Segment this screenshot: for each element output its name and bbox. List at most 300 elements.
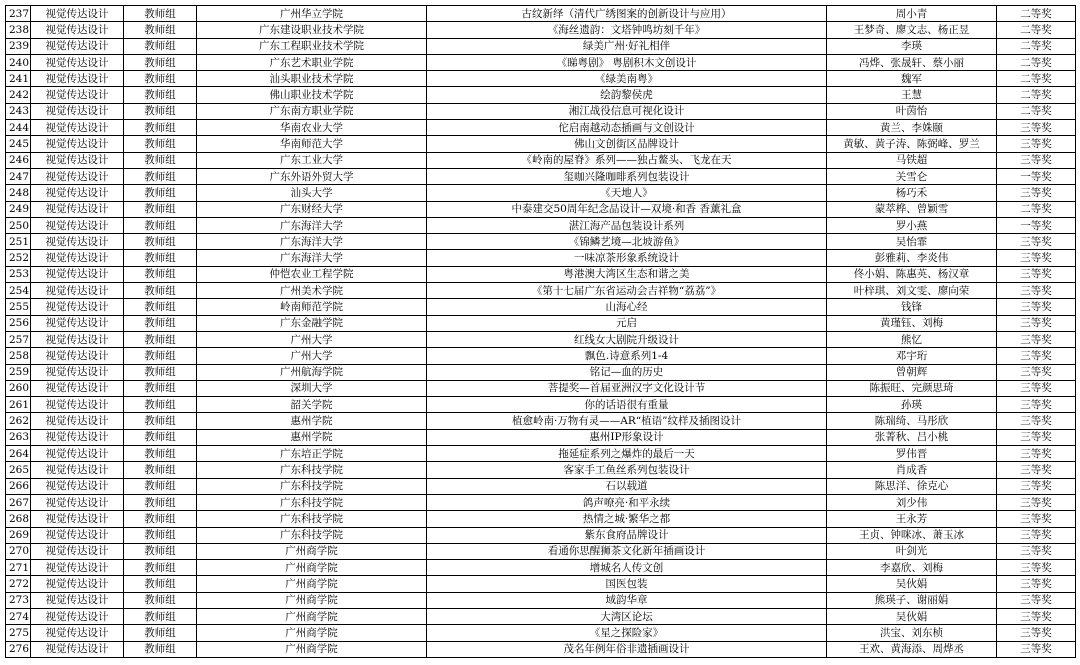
table-row (6, 348, 1076, 364)
row-number: 238 (6, 22, 31, 38)
category-cell: 视觉传达设计 (31, 250, 124, 266)
work-title-cell: 惠州IP形象设计 (427, 429, 827, 445)
category-cell: 视觉传达设计 (31, 87, 124, 103)
award-cell: 二等奖 (997, 38, 1076, 54)
table-row (6, 625, 1076, 641)
author-cell: 熊瑛子、谢丽娟 (827, 592, 997, 608)
row-number: 244 (6, 120, 31, 136)
work-title-cell: 热情之城·繁华之都 (427, 511, 827, 527)
author-cell: 张菁秋、吕小桃 (827, 429, 997, 445)
group-cell: 教师组 (124, 299, 197, 315)
table-row (6, 494, 1076, 510)
group-cell: 教师组 (124, 283, 197, 299)
row-number: 263 (6, 429, 31, 445)
category-cell: 视觉传达设计 (31, 429, 124, 445)
work-title-cell: 佗启南越动态插画与文创设计 (427, 120, 827, 136)
work-title-cell: 你的话语很有重量 (427, 397, 827, 413)
group-cell: 教师组 (124, 331, 197, 347)
category-cell: 视觉传达设计 (31, 641, 124, 657)
school-cell: 广东建设职业技术学院 (197, 22, 427, 38)
row-number: 266 (6, 478, 31, 494)
work-title-cell: 绘韵黎侯虎 (427, 87, 827, 103)
row-number: 259 (6, 364, 31, 380)
category-cell: 视觉传达设计 (31, 527, 124, 543)
row-number: 255 (6, 299, 31, 315)
work-title-cell: 域韵华章 (427, 592, 827, 608)
award-cell: 三等奖 (997, 560, 1076, 576)
work-title-cell: 鸽声嘹亮·和平永续 (427, 494, 827, 510)
author-cell: 周小青 (827, 6, 997, 22)
author-cell: 肖成香 (827, 462, 997, 478)
award-cell: 三等奖 (997, 234, 1076, 250)
table-row (6, 429, 1076, 445)
category-cell: 视觉传达设计 (31, 22, 124, 38)
author-cell: 钱锋 (827, 299, 997, 315)
table-row (6, 315, 1076, 331)
category-cell: 视觉传达设计 (31, 511, 124, 527)
work-title-cell: 飘色.诗意系列1-4 (427, 348, 827, 364)
table-row (6, 87, 1076, 103)
table-row (6, 136, 1076, 152)
award-cell: 三等奖 (997, 608, 1076, 624)
school-cell: 广东科技学院 (197, 494, 427, 510)
award-cell: 三等奖 (997, 527, 1076, 543)
group-cell: 教师组 (124, 217, 197, 233)
table-row (6, 22, 1076, 38)
school-cell: 广州大学 (197, 331, 427, 347)
row-number: 260 (6, 380, 31, 396)
work-title-cell: 《海丝遗韵：文塔钟鸣坊刻千年》 (427, 22, 827, 38)
group-cell: 教师组 (124, 511, 197, 527)
award-cell: 一等奖 (997, 217, 1076, 233)
table-row (6, 331, 1076, 347)
work-title-cell: 《绿美南粤》 (427, 71, 827, 87)
table-row (6, 576, 1076, 592)
row-number: 270 (6, 543, 31, 559)
row-number: 250 (6, 217, 31, 233)
group-cell: 教师组 (124, 397, 197, 413)
table-row (6, 266, 1076, 282)
school-cell: 深圳大学 (197, 380, 427, 396)
row-number: 249 (6, 201, 31, 217)
author-cell: 王贞、钟咪冰、萧玉冰 (827, 527, 997, 543)
group-cell: 教师组 (124, 446, 197, 462)
table-row (6, 543, 1076, 559)
category-cell: 视觉传达设计 (31, 348, 124, 364)
group-cell: 教师组 (124, 22, 197, 38)
author-cell: 陈振旺、完颜思琦 (827, 380, 997, 396)
row-number: 240 (6, 54, 31, 70)
work-title-cell: 增城名人传文创 (427, 560, 827, 576)
work-title-cell: 紫东食府品牌设计 (427, 527, 827, 543)
group-cell: 教师组 (124, 168, 197, 184)
school-cell: 华南农业大学 (197, 120, 427, 136)
table-row (6, 560, 1076, 576)
table-row (6, 6, 1076, 22)
category-cell: 视觉传达设计 (31, 625, 124, 641)
row-number: 265 (6, 462, 31, 478)
category-cell: 视觉传达设计 (31, 283, 124, 299)
author-cell: 叶茵怡 (827, 103, 997, 119)
school-cell: 广州商学院 (197, 576, 427, 592)
work-title-cell: 《第十七届广东省运动会吉祥物“荔荔”》 (427, 283, 827, 299)
author-cell: 邓宇珩 (827, 348, 997, 364)
author-cell: 李嘉欣、刘梅 (827, 560, 997, 576)
award-cell: 三等奖 (997, 315, 1076, 331)
group-cell: 教师组 (124, 136, 197, 152)
author-cell: 佟小娟、陈惠英、杨汉章 (827, 266, 997, 282)
award-cell: 三等奖 (997, 250, 1076, 266)
table-row (6, 234, 1076, 250)
group-cell: 教师组 (124, 87, 197, 103)
work-title-cell: 湘江战役信息可视化设计 (427, 103, 827, 119)
category-cell: 视觉传达设计 (31, 446, 124, 462)
work-title-cell: 《锦鳞艺境—北坡游鱼》 (427, 234, 827, 250)
table-row (6, 413, 1076, 429)
work-title-cell: 国医包装 (427, 576, 827, 592)
author-cell: 陈瑞绮、马彤欣 (827, 413, 997, 429)
work-title-cell: 《星之探险家》 (427, 625, 827, 641)
row-number: 256 (6, 315, 31, 331)
row-number: 239 (6, 38, 31, 54)
work-title-cell: 拖延症系列之爆炸的最后一天 (427, 446, 827, 462)
group-cell: 教师组 (124, 494, 197, 510)
school-cell: 广东海洋大学 (197, 217, 427, 233)
school-cell: 广东科技学院 (197, 511, 427, 527)
category-cell: 视觉传达设计 (31, 494, 124, 510)
table-row (6, 217, 1076, 233)
table-row (6, 446, 1076, 462)
award-cell: 三等奖 (997, 592, 1076, 608)
award-cell: 一等奖 (997, 168, 1076, 184)
author-cell: 陈思洋、徐克心 (827, 478, 997, 494)
group-cell: 教师组 (124, 413, 197, 429)
row-number: 267 (6, 494, 31, 510)
author-cell: 孙瑛 (827, 397, 997, 413)
work-title-cell: 湛江海产品包装设计系列 (427, 217, 827, 233)
row-number: 264 (6, 446, 31, 462)
row-number: 242 (6, 87, 31, 103)
school-cell: 广东科技学院 (197, 462, 427, 478)
category-cell: 视觉传达设计 (31, 152, 124, 168)
award-cell: 三等奖 (997, 494, 1076, 510)
row-number: 252 (6, 250, 31, 266)
row-number: 269 (6, 527, 31, 543)
school-cell: 广州大学 (197, 348, 427, 364)
author-cell: 叶剑光 (827, 543, 997, 559)
award-cell: 三等奖 (997, 331, 1076, 347)
row-number: 261 (6, 397, 31, 413)
work-title-cell: 粤港澳大湾区生态和谐之美 (427, 266, 827, 282)
row-number: 273 (6, 592, 31, 608)
award-cell: 三等奖 (997, 120, 1076, 136)
award-cell: 三等奖 (997, 266, 1076, 282)
award-cell: 三等奖 (997, 299, 1076, 315)
row-number: 268 (6, 511, 31, 527)
school-cell: 广州商学院 (197, 625, 427, 641)
table-row (6, 641, 1076, 657)
row-number: 246 (6, 152, 31, 168)
school-cell: 广州商学院 (197, 560, 427, 576)
award-cell: 三等奖 (997, 397, 1076, 413)
table-row (6, 38, 1076, 54)
author-cell: 罗小燕 (827, 217, 997, 233)
category-cell: 视觉传达设计 (31, 380, 124, 396)
award-cell: 三等奖 (997, 576, 1076, 592)
category-cell: 视觉传达设计 (31, 168, 124, 184)
author-cell: 李瑛 (827, 38, 997, 54)
category-cell: 视觉传达设计 (31, 315, 124, 331)
table-row (6, 54, 1076, 70)
group-cell: 教师组 (124, 641, 197, 657)
award-table (5, 5, 1076, 658)
group-cell: 教师组 (124, 576, 197, 592)
award-cell: 三等奖 (997, 641, 1076, 657)
category-cell: 视觉传达设计 (31, 413, 124, 429)
school-cell: 广东金融学院 (197, 315, 427, 331)
award-cell: 三等奖 (997, 136, 1076, 152)
author-cell: 蒙萃桦、曾颖雪 (827, 201, 997, 217)
school-cell: 广州商学院 (197, 543, 427, 559)
group-cell: 教师组 (124, 185, 197, 201)
school-cell: 广州商学院 (197, 608, 427, 624)
table-row (6, 185, 1076, 201)
school-cell: 惠州学院 (197, 413, 427, 429)
work-title-cell: 茂名年例年俗非遗插画设计 (427, 641, 827, 657)
group-cell: 教师组 (124, 315, 197, 331)
author-cell: 吴伙娟 (827, 576, 997, 592)
category-cell: 视觉传达设计 (31, 136, 124, 152)
author-cell: 黄瑾钰、刘梅 (827, 315, 997, 331)
work-title-cell: 《岭南的屋脊》系列——独占鳌头、飞龙在天 (427, 152, 827, 168)
author-cell: 熊忆 (827, 331, 997, 347)
group-cell: 教师组 (124, 54, 197, 70)
category-cell: 视觉传达设计 (31, 38, 124, 54)
author-cell: 王梦奇、廖文志、杨正昱 (827, 22, 997, 38)
category-cell: 视觉传达设计 (31, 462, 124, 478)
row-number: 251 (6, 234, 31, 250)
author-cell: 关雪仑 (827, 168, 997, 184)
work-title-cell: 看通你思醒狮茶文化新年插画设计 (427, 543, 827, 559)
group-cell: 教师组 (124, 120, 197, 136)
award-cell: 三等奖 (997, 185, 1076, 201)
group-cell: 教师组 (124, 608, 197, 624)
row-number: 262 (6, 413, 31, 429)
award-cell: 三等奖 (997, 380, 1076, 396)
group-cell: 教师组 (124, 234, 197, 250)
award-cell: 三等奖 (997, 152, 1076, 168)
author-cell: 魏军 (827, 71, 997, 87)
group-cell: 教师组 (124, 527, 197, 543)
work-title-cell: 红线女大剧院升级设计 (427, 331, 827, 347)
category-cell: 视觉传达设计 (31, 185, 124, 201)
author-cell: 王欢、黄海添、周烨丞 (827, 641, 997, 657)
category-cell: 视觉传达设计 (31, 103, 124, 119)
award-cell: 三等奖 (997, 348, 1076, 364)
work-title-cell: 玺咖兴隆咖啡系列包装设计 (427, 168, 827, 184)
award-cell: 二等奖 (997, 22, 1076, 38)
school-cell: 广东工程职业技术学院 (197, 38, 427, 54)
award-cell: 三等奖 (997, 283, 1076, 299)
work-title-cell: 中泰建交50周年纪念品设计—双境·和香 香薰礼盒 (427, 201, 827, 217)
author-cell: 王永芳 (827, 511, 997, 527)
row-number: 254 (6, 283, 31, 299)
author-cell: 曾朝辉 (827, 364, 997, 380)
group-cell: 教师组 (124, 478, 197, 494)
school-cell: 广东海洋大学 (197, 234, 427, 250)
award-cell: 二等奖 (997, 201, 1076, 217)
award-cell: 二等奖 (997, 71, 1076, 87)
group-cell: 教师组 (124, 152, 197, 168)
table-row (6, 299, 1076, 315)
row-number: 247 (6, 168, 31, 184)
author-cell: 叶梓琪、刘文雯、廖向荣 (827, 283, 997, 299)
table-row (6, 462, 1076, 478)
school-cell: 广州商学院 (197, 592, 427, 608)
table-row (6, 592, 1076, 608)
group-cell: 教师组 (124, 38, 197, 54)
group-cell: 教师组 (124, 201, 197, 217)
work-title-cell: 石以载道 (427, 478, 827, 494)
category-cell: 视觉传达设计 (31, 592, 124, 608)
category-cell: 视觉传达设计 (31, 397, 124, 413)
school-cell: 华南师范大学 (197, 136, 427, 152)
school-cell: 广州航海学院 (197, 364, 427, 380)
table-row (6, 201, 1076, 217)
author-cell: 刘少伟 (827, 494, 997, 510)
school-cell: 广东培正学院 (197, 446, 427, 462)
award-cell: 二等奖 (997, 103, 1076, 119)
school-cell: 汕头职业技术学院 (197, 71, 427, 87)
row-number: 245 (6, 136, 31, 152)
school-cell: 汕头大学 (197, 185, 427, 201)
award-cell: 三等奖 (997, 413, 1076, 429)
row-number: 241 (6, 71, 31, 87)
table-row (6, 120, 1076, 136)
row-number: 258 (6, 348, 31, 364)
work-title-cell: 山海心经 (427, 299, 827, 315)
school-cell: 佛山职业技术学院 (197, 87, 427, 103)
group-cell: 教师组 (124, 592, 197, 608)
row-number: 274 (6, 608, 31, 624)
work-title-cell: 古纹新绎（清代广绣图案的创新设计与应用） (427, 6, 827, 22)
work-title-cell: 佛山文创街区品牌设计 (427, 136, 827, 152)
author-cell: 王慧 (827, 87, 997, 103)
award-cell: 三等奖 (997, 625, 1076, 641)
group-cell: 教师组 (124, 560, 197, 576)
award-cell: 二等奖 (997, 54, 1076, 70)
author-cell: 黄敏、黄子涛、陈弼峰、罗兰 (827, 136, 997, 152)
award-cell: 三等奖 (997, 364, 1076, 380)
school-cell: 广州商学院 (197, 641, 427, 657)
work-title-cell: 客家手工鱼丝系列包装设计 (427, 462, 827, 478)
school-cell: 广东外语外贸大学 (197, 168, 427, 184)
school-cell: 惠州学院 (197, 429, 427, 445)
school-cell: 广东海洋大学 (197, 250, 427, 266)
group-cell: 教师组 (124, 6, 197, 22)
group-cell: 教师组 (124, 364, 197, 380)
category-cell: 视觉传达设计 (31, 299, 124, 315)
award-cell: 二等奖 (997, 87, 1076, 103)
author-cell: 彭雅莉、李炎伟 (827, 250, 997, 266)
table-row (6, 527, 1076, 543)
row-number: 253 (6, 266, 31, 282)
category-cell: 视觉传达设计 (31, 478, 124, 494)
school-cell: 广东艺术职业学院 (197, 54, 427, 70)
category-cell: 视觉传达设计 (31, 266, 124, 282)
author-cell: 洪宝、刘东桢 (827, 625, 997, 641)
award-cell: 三等奖 (997, 462, 1076, 478)
row-number: 276 (6, 641, 31, 657)
category-cell: 视觉传达设计 (31, 6, 124, 22)
row-number: 237 (6, 6, 31, 22)
school-cell: 广东工业大学 (197, 152, 427, 168)
table-row (6, 364, 1076, 380)
award-cell: 二等奖 (997, 6, 1076, 22)
table-row (6, 168, 1076, 184)
table-row (6, 380, 1076, 396)
award-cell: 三等奖 (997, 429, 1076, 445)
award-cell: 三等奖 (997, 446, 1076, 462)
work-title-cell: 菩提奖—首届亚洲汉字文化设计节 (427, 380, 827, 396)
school-cell: 仲恺农业工程学院 (197, 266, 427, 282)
work-title-cell: 一味凉茶形象系统设计 (427, 250, 827, 266)
group-cell: 教师组 (124, 71, 197, 87)
table-row (6, 283, 1076, 299)
work-title-cell: 《睇粤剧》 粤剧积木文创设计 (427, 54, 827, 70)
author-cell: 马铁超 (827, 152, 997, 168)
category-cell: 视觉传达设计 (31, 217, 124, 233)
row-number: 248 (6, 185, 31, 201)
table-row (6, 608, 1076, 624)
table-row (6, 152, 1076, 168)
row-number: 243 (6, 103, 31, 119)
table-row (6, 478, 1076, 494)
row-number: 275 (6, 625, 31, 641)
table-row (6, 511, 1076, 527)
school-cell: 广州华立学院 (197, 6, 427, 22)
row-number: 272 (6, 576, 31, 592)
row-number: 271 (6, 560, 31, 576)
work-title-cell: 植愈岭南·万物有灵——AR“植语”纹样及插图设计 (427, 413, 827, 429)
award-cell: 三等奖 (997, 511, 1076, 527)
work-title-cell: 大湾区论坛 (427, 608, 827, 624)
group-cell: 教师组 (124, 380, 197, 396)
work-title-cell: 铭记—血的历史 (427, 364, 827, 380)
table-row (6, 103, 1076, 119)
author-cell: 杨巧禾 (827, 185, 997, 201)
school-cell: 广东科技学院 (197, 527, 427, 543)
table-row (6, 71, 1076, 87)
category-cell: 视觉传达设计 (31, 120, 124, 136)
group-cell: 教师组 (124, 543, 197, 559)
category-cell: 视觉传达设计 (31, 576, 124, 592)
group-cell: 教师组 (124, 625, 197, 641)
table-row (6, 397, 1076, 413)
category-cell: 视觉传达设计 (31, 560, 124, 576)
school-cell: 广东南方职业学院 (197, 103, 427, 119)
group-cell: 教师组 (124, 103, 197, 119)
category-cell: 视觉传达设计 (31, 364, 124, 380)
award-cell: 三等奖 (997, 543, 1076, 559)
author-cell: 冯烨、张晟轩、蔡小丽 (827, 54, 997, 70)
award-table-body (6, 6, 1076, 658)
group-cell: 教师组 (124, 462, 197, 478)
category-cell: 视觉传达设计 (31, 234, 124, 250)
category-cell: 视觉传达设计 (31, 201, 124, 217)
category-cell: 视觉传达设计 (31, 71, 124, 87)
author-cell: 黄兰、李姝颐 (827, 120, 997, 136)
